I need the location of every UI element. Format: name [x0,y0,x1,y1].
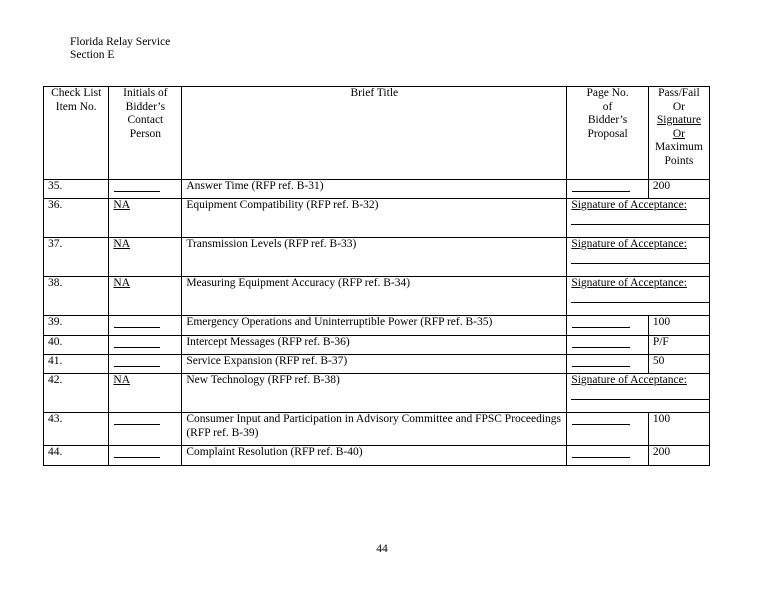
initials-blank[interactable] [114,316,160,328]
header-text: Initials of [123,87,168,99]
table-row [44,180,710,199]
signature-cell [567,374,710,413]
initials-cell [109,374,182,413]
table-row [44,238,710,277]
item-number: 43. [44,413,109,446]
initials-na: NA [113,199,131,211]
brief-title: Consumer Input and Participation in Advisory Committee and FPSC Proceedings (RFP ref. B-39) [182,413,567,446]
header-pass-fail [648,87,709,180]
brief-title: Service Expansion (RFP ref. B-37) [182,355,567,374]
page-blank[interactable] [572,446,630,458]
signature-line[interactable] [571,254,710,264]
header-section: Section E [70,49,115,61]
initials-cell [109,336,182,355]
brief-title: Transmission Levels (RFP ref. B-33) [182,238,567,277]
initials-cell [109,199,182,238]
initials-cell [109,238,182,277]
table-row [44,277,710,316]
header-text: Or [672,100,685,113]
table-row [44,413,710,446]
brief-title: Complaint Resolution (RFP ref. B-40) [182,446,567,466]
page-blank[interactable] [572,355,630,367]
header-text: Maximum [654,141,703,153]
initials-na: NA [113,277,131,289]
table-row [44,336,710,355]
checklist-table [43,86,710,466]
initials-blank[interactable] [114,355,160,367]
brief-title: Measuring Equipment Accuracy (RFP ref. B-34) [182,277,567,316]
header-text: Item No. [55,100,97,113]
item-number: 42. [44,374,109,413]
header-text: Person [129,127,162,140]
brief-title: Answer Time (RFP ref. B-31) [182,180,567,199]
brief-title: Equipment Compatibility (RFP ref. B-32) [182,199,567,238]
document-header [70,36,170,62]
brief-title: Intercept Messages (RFP ref. B-36) [182,336,567,355]
header-initials [109,87,182,180]
table-row [44,446,710,466]
signature-cell [567,199,710,238]
initials-na: NA [113,374,131,386]
page-cell [567,316,649,336]
header-text: Signature [656,114,701,126]
header-item-no [44,87,109,180]
table-row [44,355,710,374]
item-number: 38. [44,277,109,316]
page-cell [567,336,649,355]
table-row [44,316,710,336]
header-text: Or [672,127,685,140]
signature-label: Signature of Acceptance: [571,238,687,250]
signature-label: Signature of Acceptance: [571,374,687,386]
brief-title: Emergency Operations and Uninterruptible Power (RFP ref. B-35) [182,316,567,336]
signature-line[interactable] [571,215,710,225]
initials-blank[interactable] [114,413,160,425]
table-header-row [44,87,710,180]
initials-cell [109,277,182,316]
header-text: Check List [51,87,102,99]
page-blank[interactable] [572,336,630,348]
page-blank[interactable] [572,180,630,192]
table-row [44,374,710,413]
table-row [44,199,710,238]
score: P/F [648,336,709,355]
header-text: Proposal [587,127,628,140]
initials-blank[interactable] [114,180,160,192]
signature-label: Signature of Acceptance: [571,277,687,289]
header-text: of [602,100,613,113]
item-number: 39. [44,316,109,336]
brief-title: New Technology (RFP ref. B-38) [182,374,567,413]
header-text: Bidder’s [125,100,166,113]
score: 200 [648,180,709,199]
page-number: 44 [376,543,388,555]
header-text: Pass/Fail [658,87,700,99]
page-blank[interactable] [572,316,630,328]
header-page-no [567,87,649,180]
header-text: Contact [127,114,164,126]
page-cell [567,355,649,374]
page-cell [567,446,649,466]
item-number: 44. [44,446,109,466]
signature-label: Signature of Acceptance: [571,199,687,211]
header-brief-title [182,87,567,180]
page-cell [567,180,649,199]
initials-na: NA [113,238,131,250]
initials-cell [109,355,182,374]
header-text: Brief Title [350,87,399,99]
initials-cell [109,180,182,199]
initials-cell [109,316,182,336]
signature-cell [567,238,710,277]
initials-blank[interactable] [114,446,160,458]
signature-cell [567,277,710,316]
header-text: Page No. [586,87,629,99]
initials-blank[interactable] [114,336,160,348]
item-number: 41. [44,355,109,374]
item-number: 37. [44,238,109,277]
header-text: Bidder’s [587,114,628,126]
item-number: 36. [44,199,109,238]
page-blank[interactable] [572,413,630,425]
initials-cell [109,446,182,466]
item-number: 40. [44,336,109,355]
score: 100 [648,316,709,336]
score: 100 [648,413,709,446]
header-text: Points [664,154,694,167]
header-service-name: Florida Relay Service [70,36,171,48]
signature-line[interactable] [571,293,710,303]
page-cell [567,413,649,446]
initials-cell [109,413,182,446]
score: 50 [648,355,709,374]
signature-line[interactable] [571,390,710,400]
score: 200 [648,446,709,466]
item-number: 35. [44,180,109,199]
